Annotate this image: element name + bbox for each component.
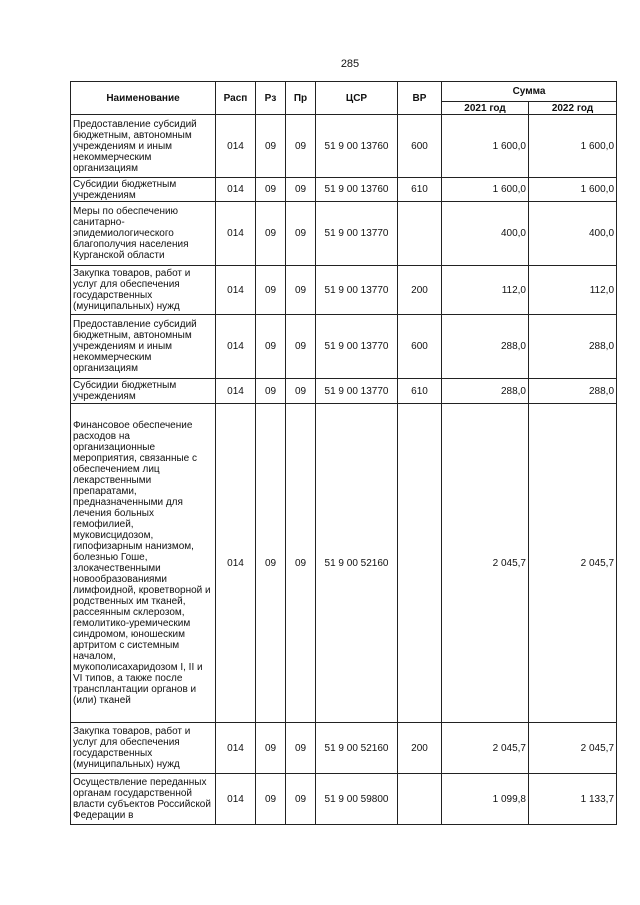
table-row xyxy=(71,774,617,825)
row-csr: 51 9 00 13760 xyxy=(316,178,398,202)
row-csr: 51 9 00 59800 xyxy=(316,774,398,825)
row-vr xyxy=(398,202,442,266)
row-pr: 09 xyxy=(286,723,316,774)
row-sum-2021: 400,0 xyxy=(442,202,529,266)
row-csr: 51 9 00 13770 xyxy=(316,379,398,404)
row-pr: 09 xyxy=(286,178,316,202)
row-sum-2021: 2 045,7 xyxy=(442,723,529,774)
row-name: Субсидии бюджетным учреждениям xyxy=(71,178,216,202)
table-body xyxy=(71,115,617,825)
row-rasp: 014 xyxy=(216,774,256,825)
row-vr: 200 xyxy=(398,266,442,315)
row-name: Закупка товаров, работ и услуг для обеспечения государственных (муниципальных) нужд xyxy=(71,723,216,774)
row-vr: 600 xyxy=(398,315,442,379)
row-name: Закупка товаров, работ и услуг для обеспечения государственных (муниципальных) нужд xyxy=(71,266,216,315)
row-pr: 09 xyxy=(286,404,316,723)
row-rasp: 014 xyxy=(216,178,256,202)
header-year-2022: 2022 год xyxy=(529,102,617,115)
header-year-2021: 2021 год xyxy=(442,102,529,115)
table-row xyxy=(71,404,617,723)
table-row xyxy=(71,266,617,315)
table-row xyxy=(71,315,617,379)
table-row xyxy=(71,202,617,266)
row-sum-2022: 1 600,0 xyxy=(529,178,617,202)
row-rasp: 014 xyxy=(216,379,256,404)
row-rasp: 014 xyxy=(216,266,256,315)
row-sum-2021: 1 600,0 xyxy=(442,178,529,202)
header-rz: Рз xyxy=(256,82,286,115)
header-name: Наименование xyxy=(71,82,216,115)
row-sum-2022: 1 600,0 xyxy=(529,115,617,178)
page-number: 285 xyxy=(340,58,360,70)
row-rz: 09 xyxy=(256,723,286,774)
row-vr: 610 xyxy=(398,379,442,404)
row-csr: 51 9 00 13770 xyxy=(316,266,398,315)
row-csr: 51 9 00 13770 xyxy=(316,315,398,379)
row-csr: 51 9 00 13770 xyxy=(316,202,398,266)
header-pr: Пр xyxy=(286,82,316,115)
row-sum-2021: 288,0 xyxy=(442,315,529,379)
row-vr: 200 xyxy=(398,723,442,774)
row-rasp: 014 xyxy=(216,202,256,266)
row-rasp: 014 xyxy=(216,723,256,774)
row-vr xyxy=(398,404,442,723)
row-name: Меры по обеспечению санитарно-эпидемиологического благополучия населения Курганской области xyxy=(71,202,216,266)
row-name: Предоставление субсидий бюджетным, автономным учреждениям и иным некоммерческим организациям xyxy=(71,315,216,379)
row-sum-2022: 1 133,7 xyxy=(529,774,617,825)
row-sum-2021: 1 099,8 xyxy=(442,774,529,825)
row-rz: 09 xyxy=(256,379,286,404)
row-pr: 09 xyxy=(286,266,316,315)
row-sum-2022: 112,0 xyxy=(529,266,617,315)
table-row xyxy=(71,115,617,178)
row-pr: 09 xyxy=(286,774,316,825)
row-sum-2021: 288,0 xyxy=(442,379,529,404)
table-row xyxy=(71,723,617,774)
row-vr: 610 xyxy=(398,178,442,202)
row-csr: 51 9 00 52160 xyxy=(316,404,398,723)
row-pr: 09 xyxy=(286,115,316,178)
budget-table xyxy=(70,81,617,825)
header-sum: Сумма xyxy=(442,82,617,102)
row-rz: 09 xyxy=(256,774,286,825)
row-name: Предоставление субсидий бюджетным, автономным учреждениям и иным некоммерческим организациям xyxy=(71,115,216,178)
row-rz: 09 xyxy=(256,315,286,379)
row-pr: 09 xyxy=(286,202,316,266)
row-sum-2022: 2 045,7 xyxy=(529,723,617,774)
row-csr: 51 9 00 52160 xyxy=(316,723,398,774)
row-rasp: 014 xyxy=(216,115,256,178)
row-sum-2022: 288,0 xyxy=(529,379,617,404)
row-sum-2021: 2 045,7 xyxy=(442,404,529,723)
row-rz: 09 xyxy=(256,202,286,266)
row-sum-2022: 400,0 xyxy=(529,202,617,266)
row-vr: 600 xyxy=(398,115,442,178)
table-row xyxy=(71,379,617,404)
row-sum-2022: 288,0 xyxy=(529,315,617,379)
row-name: Финансовое обеспечение расходов на организационные мероприятия, связанные с обеспечением лиц лекарственными препаратами, предназначенными для лечения больных гемофилией, муковисцидозом, гипофизарным нанизмом, болезнью Гоше, злокачественными новообразованиями лимфоидной, кроветворной и родственных им тканей, рассеянным склерозом, гемолитико-уремическим синдромом, юношеским артритом с системным началом, мукополисахаридозом I, II и VI типов, а также после трансплантации органов и (или) тканей xyxy=(71,404,216,723)
row-rz: 09 xyxy=(256,115,286,178)
row-sum-2021: 112,0 xyxy=(442,266,529,315)
table-row xyxy=(71,178,617,202)
header-rasp: Расп xyxy=(216,82,256,115)
row-rz: 09 xyxy=(256,404,286,723)
row-csr: 51 9 00 13760 xyxy=(316,115,398,178)
row-rasp: 014 xyxy=(216,315,256,379)
row-rz: 09 xyxy=(256,266,286,315)
row-name: Субсидии бюджетным учреждениям xyxy=(71,379,216,404)
row-pr: 09 xyxy=(286,379,316,404)
row-name: Осуществление переданных органам государственной власти субъектов Российской Федерации в xyxy=(71,774,216,825)
header-vr: ВР xyxy=(398,82,442,115)
row-vr xyxy=(398,774,442,825)
row-rz: 09 xyxy=(256,178,286,202)
row-sum-2021: 1 600,0 xyxy=(442,115,529,178)
table-header xyxy=(71,82,617,115)
row-sum-2022: 2 045,7 xyxy=(529,404,617,723)
row-rasp: 014 xyxy=(216,404,256,723)
row-pr: 09 xyxy=(286,315,316,379)
header-csr: ЦСР xyxy=(316,82,398,115)
